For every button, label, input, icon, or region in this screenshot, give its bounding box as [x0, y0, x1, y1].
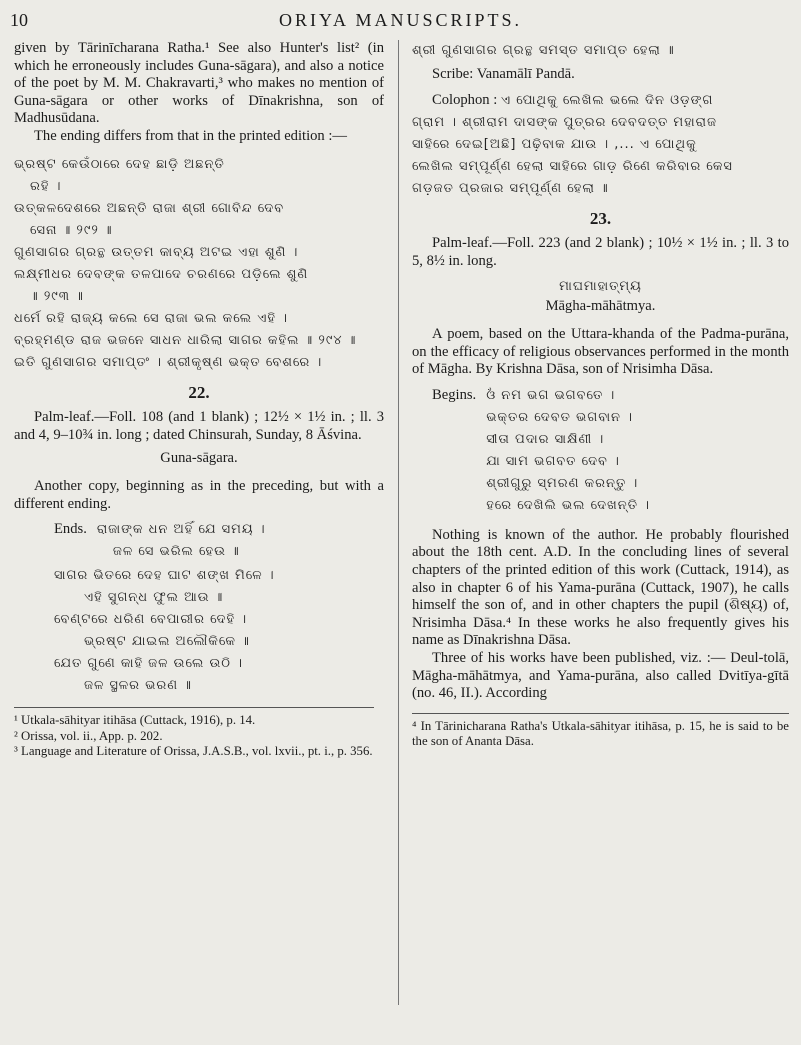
ends-block — [14, 519, 384, 563]
description-paragraph: A poem, based on the Uttara-khanda of the Padma-purāna, on the efficacy of religious observances performed in the month of Māgha. By Krishna Dāsa, son of Nrisimha Dāsa. — [412, 325, 789, 378]
page-number: 10 — [10, 10, 28, 30]
footnote: ³ Language and Literature of Orissa, J.A.S.B., vol. lxvii., pt. i., p. 356. — [14, 743, 373, 758]
right-column — [412, 40, 789, 750]
oriya-verse-line: ସେନା ॥ ୨୯୨ ॥ — [30, 222, 113, 238]
oriya-ends-line: ଭ୍ରଷ୍ଟ ଯାଇଲ ଅଲୌକିକେ ॥ — [84, 634, 250, 650]
item-title: Guna-sāgara. — [160, 450, 238, 467]
oriya-ends-line: ଜଳ ସ୍ଥଳର ଭରଣ ॥ — [84, 678, 192, 694]
another-copy-note: Another copy, beginning as in the preceding, but with a different ending. — [14, 477, 384, 512]
page-header — [0, 10, 801, 34]
oriya-begins-line: ଯା ସାମ ଭଗବତ ଦେବ । — [486, 453, 620, 469]
colophon-oriya-line: ଲେଖିଲ ସମ୍ପୂର୍ଣ୍ଣ ହେଲା ସାହିରେ ଗାଡ଼ ରିଣେ କରିବାର କେସ — [412, 158, 733, 174]
colophon-oriya-line: ଗଡ଼ଜତ ପ୍ରଜାର ସମ୍ପୂର୍ଣ୍ଣ ହେଲା ॥ — [412, 180, 609, 196]
item-description: Palm-leaf.—Foll. 223 (and 2 blank) ; 10½ × 1½ in. ; ll. 3 to 5, 8½ in. long. — [412, 235, 789, 269]
scribe-line: Scribe: Vanamālī Pandā. — [432, 66, 575, 82]
oriya-verse-line: ରହି । — [30, 178, 62, 194]
footnote-rule — [412, 713, 789, 714]
oriya-ends-line: ବେଣ୍ଟରେ ଧରିଣ ବେପାରୀର ଦେହି । — [54, 612, 248, 628]
oriya-ends-line: ରାଜାଙ୍କ ଧନ ଅହିଁ ଯେ ସମୟ । — [96, 522, 266, 538]
oriya-verse-line: ଭ୍ରଷ୍ଟ କେଉଁଠାରେ ଦେହ ଛାଡ଼ି ଅଛନ୍ତି — [14, 156, 225, 172]
oriya-begins-line: ସୀତା ପଦାର ସାକ୍ଷିଣୀ । — [486, 431, 605, 447]
oriya-closing-line: ଶ୍ରୀ ଗୁଣସାଗର ଗ୍ରନ୍ଥ ସମସ୍ତ ସମାପ୍ତ ହେଲା ॥ — [412, 43, 675, 58]
oriya-begins-line: ଶ୍ରୀଗୁରୁ ସ୍ମରଣ କରନ୍ତୁ । — [486, 475, 639, 491]
item-description: Palm-leaf.—Foll. 108 (and 1 blank) ; 12½ × 1½ in. ; ll. 3 and 4, 9–10¾ in. long ; dated Chinsurah, Sunday, 8 Āśvina. — [14, 409, 384, 443]
oriya-verse-line: ଇତି ଗୁଣସାଗର ସମାପ୍ତଂ । ଶ୍ରୀକୃଷ୍ଣ ଭକ୍ତ ବେଶରେ । — [14, 354, 323, 370]
colophon-oriya-line: ସାହିରେ ଦେଇ[ଅଛି] ପଢ଼ିବାକ ଯାଉ । ,... ଏ ପୋଥିକୁ — [412, 136, 697, 152]
footnote-rule — [14, 707, 374, 708]
colophon-label: Colophon : — [432, 91, 498, 108]
oriya-begins-line: ଓଁ ନମ ଭଗ ଭଗବତେ । — [486, 387, 616, 403]
left-column — [14, 40, 384, 759]
oriya-verse-line: ଉତ୍କଳଦେଶରେ ଅଛନ୍ତି ରାଜା ଶ୍ରୀ ଗୋବିନ୍ଦ ଦେବ — [14, 200, 285, 216]
colophon-oriya-line: ଗ୍ରାମ । ଶ୍ରୀରାମ ଦାସଙ୍କ ପୁତ୍ରର ଦେବଦତ୍ତ ମହାରାଜ — [412, 114, 717, 130]
oriya-ends-line: ଏହି ସୁଗନ୍ଧ ଫୁଲ ଆଉ ॥ — [84, 590, 224, 606]
oriya-ends-line: ସାଗର ଭିତରେ ଦେହ ଘାଟ ଶଙ୍ଖ ମିଳେ । — [54, 568, 275, 584]
oriya-ends-line: ଯେତ ଗୁଣେ କାହି ଜଳ ଉଲେ ଉଠି । — [54, 656, 243, 672]
oriya-verse-line: ॥ ୨୯୩ ॥ — [30, 288, 84, 304]
colophon-oriya: ଏ ପୋଥିକୁ ଲେଖିଲ ଭଲେ ଦିନ ଓଡ଼ଙ୍ଗ — [500, 92, 714, 108]
oriya-verse-line: ଧର୍ମେ ରହି ରାଜ୍ୟ କଲେ ସେ ରାଜା ଭଲ କଲେ ଏହି । — [14, 310, 288, 326]
oriya-begins-line: ହରେ ଦେଖିଲି ଭଲ ଦେଖନ୍ତି । — [486, 497, 650, 513]
item-number: 23. — [589, 208, 612, 228]
colophon-first-line — [412, 90, 789, 112]
column-divider — [398, 40, 399, 1005]
running-title: ORIYA MANUSCRIPTS. — [278, 10, 523, 30]
begins-label: Begins. — [432, 386, 477, 403]
item-title: Māgha-māhātmya. — [545, 298, 656, 315]
ending-note: The ending differs from that in the printed edition :— — [34, 127, 348, 144]
item-title-oriya: ମାଘମାହାତ୍ମ୍ୟ — [559, 279, 642, 295]
footnote: ¹ Utkala-sāhityar itihāsa (Cuttack, 1916), p. 14. — [14, 713, 256, 728]
oriya-ends-line: ଜଳ ସେ ଭରିଲ ହେଉ ॥ — [112, 544, 240, 560]
begins-block — [412, 385, 789, 517]
footnote: ⁴ In Tārinicharana Ratha's Utkala-sāhityar itihāsa, p. 15, he is said to be the son of Ananta Dāsa. — [412, 718, 789, 749]
intro-paragraph: given by Tārinīcharana Ratha.¹ See also Hunter's list² (in which he erroneously includes Guna-sāgara), and also a notice of the poet by M. M. Chakravarti,³ who makes no mention of Guna-sāgara or other works of Dīnakrishna, son of Madhusūdana. — [14, 40, 384, 127]
oriya-verse-line: ଲକ୍ଷ୍ମୀଧର ଦେବଙ୍କ ତଳପାଦେ ଚରଣରେ ପଡ଼ିଲେ ଶୁଣି — [14, 266, 309, 282]
body-paragraph: Three of his works have been published, viz. :— Deul-tolā, Māgha-māhātmya, and Yama-purāna, also called Dvitīya-gītā (no. 46, II.). According — [412, 649, 789, 702]
oriya-begins-line: ଭକ୍ତର ଦେବତ ଭଗବାନ । — [486, 409, 633, 425]
oriya-verse-line: ଗୁଣସାଗର ଗ୍ରନ୍ଥ ଉତ୍ତମ କାବ୍ୟ ଅଟଇ ଏହା ଶୁଣି । — [14, 244, 299, 260]
ends-label: Ends. — [54, 521, 87, 538]
footnote: ² Orissa, vol. ii., App. p. 202. — [14, 728, 163, 743]
body-paragraph: Nothing is known of the author. He probably flourished about the 18th cent. A.D. In the concluding lines of several chapters of the printed edition of this work (Cuttack, 1914), as also in chapter 6 of his Yama-purāna (Cuttack, 1907), he calls himself the son of, and in other chapters the pupil (ଶିଷ୍ୟ) of, Nrisimha Dāsa.⁴ In these works he also frequently gives his name as Dīnakrishna Dāsa. — [412, 526, 789, 649]
item-number: 22. — [188, 382, 210, 402]
oriya-verse-line: ବ୍ରହ୍ମଣ୍ଡ ରାଜ ଭଜନେ ସାଧନ ଧାରିଲା ସାଗର କହିଲ ॥ ୨୯୪ ॥ — [14, 332, 357, 348]
